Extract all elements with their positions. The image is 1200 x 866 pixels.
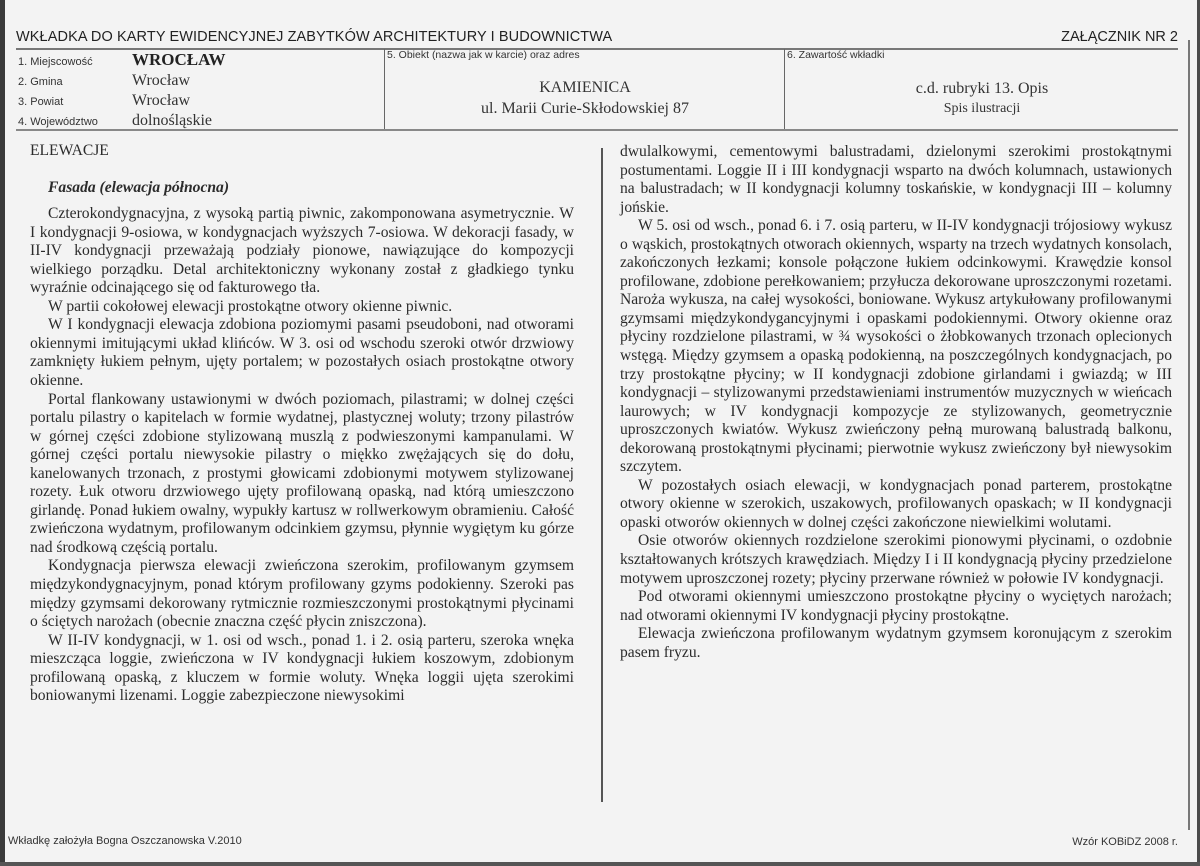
scan-edge-bottom (0, 862, 1200, 866)
scan-edge-left (0, 0, 5, 866)
paragraph-continuation: dwulalkowymi, cementowymi balustradami, dzielonymi szerokimi prostokątnymi postumentami. Loggie II i III kondygnacji wsparto na dwóch kolumnach, ustawionych na balustradach; w II kondygnacji kolumny toskańskie, w kondygnacji III – kolumny jońskie. (620, 143, 1172, 216)
right-border-line (1188, 40, 1190, 830)
paragraph: Pod otworami okiennymi umieszczono prostokątne płyciny o wyciętych narożach; nad otworami okiennymi IV kondygnacji płyciny prostokątne. (620, 588, 1172, 624)
field-value: dolnośląskie (132, 112, 212, 129)
field-value: Wrocław (132, 92, 190, 109)
field-commune (18, 69, 384, 89)
paragraph: W pozostałych osiach elewacji, w kondygnacjach ponad parterem, prostokątne otwory okienne w szerokich, uszakowych, profilowanych opaskach; w II kondygnacji opaski otworów okiennych w dolnej części zakończone niewielkimi wolutami. (620, 476, 1172, 531)
field-value: WROCŁAW (132, 50, 226, 69)
field-value: Wrocław (132, 72, 190, 89)
field-locality (18, 49, 384, 69)
object-address: ul. Marii Curie-Skłodowskiej 87 (481, 100, 689, 117)
field-label: 2. Gmina (18, 76, 63, 88)
section-subheading: Fasada (elewacja północna) (48, 178, 230, 196)
field-label: 3. Powiat (18, 96, 64, 108)
header-box (16, 49, 1178, 131)
body-right-column (620, 143, 1172, 662)
object-label: 5. Obiekt (nazwa jak w karcie) oraz adres (387, 49, 580, 61)
paragraph: Osie otworów okiennych rozdzielone szerokimi pionowymi płycinami, o ozdobnie kształtowanych krótszych krawędziach. Między I i II kondygnacją płyciny przedzielone motywem uproszczonej rozety; płyciny przerwane również w połowie IV kondygnacji. (620, 532, 1172, 587)
location-fields (16, 49, 384, 129)
object-name: KAMIENICA (539, 79, 631, 96)
field-voivodeship (18, 109, 384, 129)
contents-label: 6. Zawartość wkładki (787, 49, 885, 61)
field-label: 1. Miejscowość (18, 56, 93, 68)
paragraph: W 5. osi od wsch., ponad 6. i 7. osią parteru, w II-IV kondygnacji trójosiowy wykusz o wąskich, prostokątnych otworach okiennych, wsparty na trzech wydatnych konsolach, zakończonych łezkami; konsole połączone łukiem odcinkowymi. Krawędzie konsol profilowane, zdobione perełkowaniem; przyłucza dekorowane uproszczonymi rozetami. Naroża wykusza, na całej wysokości, boniowane. Wykusz artykułowany profilowanymi gzymsami międzykondygancyjnymi i opaskami podokiennymi. Otwory okienne oraz płyciny rozdzielone pilastrami, w ¾ wysokości o żłobkowanych trzonach oplecionych wstęgą. Między gzymsem a opaską podokienną, na poszczególnych kondygnacjach, po trzy prostokątne płyciny; w II kondygnacji zdobione girlandami i gwiazdą; w III kondygnacji – stylizowanymi przedstawieniami instrumentów muzycznych w wieńcach laurowych; w IV kondygnacji kompozycje ze stylizowanych, geometrycznie uproszczonych kwiatów. Wykusz zwieńczony pełną murowaną balustradą balkonu, dekorowaną prostokątnymi płycinami; pierwotnie wykusz zwieńczony był niewysokim szczytem. (620, 217, 1172, 476)
body-left-column (30, 142, 574, 706)
paragraph: W I kondygnacji elewacja zdobiona poziomymi pasami pseudoboni, nad otworami okiennymi imitującymi układ klińców. W 3. osi od wschodu szeroki otwór drzwiowy zamknięty łukiem pełnym, ujęty portalem; w pozostałych osiach prostokątne otwory okienne. (30, 316, 574, 390)
form-title: WKŁADKA DO KARTY EWIDENCYJNEJ ZABYTKÓW ARCHITEKTURY I BUDOWNICTWA (16, 29, 613, 45)
contents-main: c.d. rubryki 13. Opis (915, 80, 1049, 97)
contents-sub: Spis ilustracji (943, 101, 1021, 116)
field-county (18, 89, 384, 109)
paragraph: Elewacja zwieńczona profilowanym wydatnym gzymsem koronującym z szerokim pasem fryzu. (620, 625, 1172, 661)
paragraph: Czterokondygnacyjna, z wysoką partią piwnic, zakomponowana asymetrycznie. W I kondygnacji 9-osiowa, w kondygnacjach wyższych 7-osiowa. W dekoracji fasady, w II-IV kondygnacji przeważają podziały pionowe, nawiązujące do kompozycji wielkiego porządku. Detal architektoniczny wykonany został z gładkiego tynku wyraźnie odcinającego się od fakturowego tła. (30, 205, 574, 297)
field-label: 4. Województwo (18, 116, 98, 128)
paragraph: Kondygnacja pierwsza elewacji zwieńczona szerokim, profilowanym gzymsem międzykondygnacyjnym, ponad którym profilowany gzyms podokienny. Szeroki pas między gzymsami dekorowany rytmicznie rozmieszczonymi prostokątnymi płycinami o ściętych narożach (obecnie znaczna część płycin zniszczona). (30, 557, 574, 631)
column-divider (601, 148, 603, 802)
annex-label: ZAŁĄCZNIK NR 2 (1061, 29, 1178, 45)
contents-box (784, 49, 1179, 129)
footer-template: Wzór KOBiDZ 2008 r. (1072, 836, 1178, 848)
paragraph: Portal flankowany ustawionymi w dwóch poziomach, pilastrami; w dolnej części portalu pilastry o kapitelach w formie wydatnej, plastycznej woluty; trzony pilastrów w górnej części zdobione stylizowaną muszlą z podwieszonymi kampanulami. W górnej części portalu niewysokie pilastry o miękko zwężających się do dołu, kanelowanych trzonach, z prostymi głowicami zdobionymi motywem stylizowanej rozety. Łuk otworu drzwiowego ujęty profilowaną opaską, nad którą umieszczono girlandę. Ponad łukiem owalny, wypukły kartusz w rollwerkowym obramieniu. Całość zwieńczona wydatnym, profilowanym odcinkiem gzymsu, płynnie wygiętym ku górze nad środkową częścią portalu. (30, 390, 574, 556)
form-title-row (16, 28, 1178, 50)
paragraph: W partii cokołowej elewacji prostokątne otwory okienne piwnic. (48, 297, 453, 315)
object-box (384, 49, 785, 129)
footer-author: Wkładkę założyła Bogna Oszczanowska V.2010 (8, 835, 242, 847)
paragraph: W II-IV kondygnacji, w 1. osi od wsch., ponad 1. i 2. osią parteru, szeroka wnęka mieszcząca loggie, zwieńczona w IV kondygnacji łukiem koszowym, zdobionym profilowaną opaską, z kluczem w formie woluty. Wnęka loggii ujęta szerokimi boniowanymi lizenami. Loggie zabezpieczone niewysokimi (30, 631, 574, 705)
section-heading: ELEWACJE (30, 142, 109, 159)
